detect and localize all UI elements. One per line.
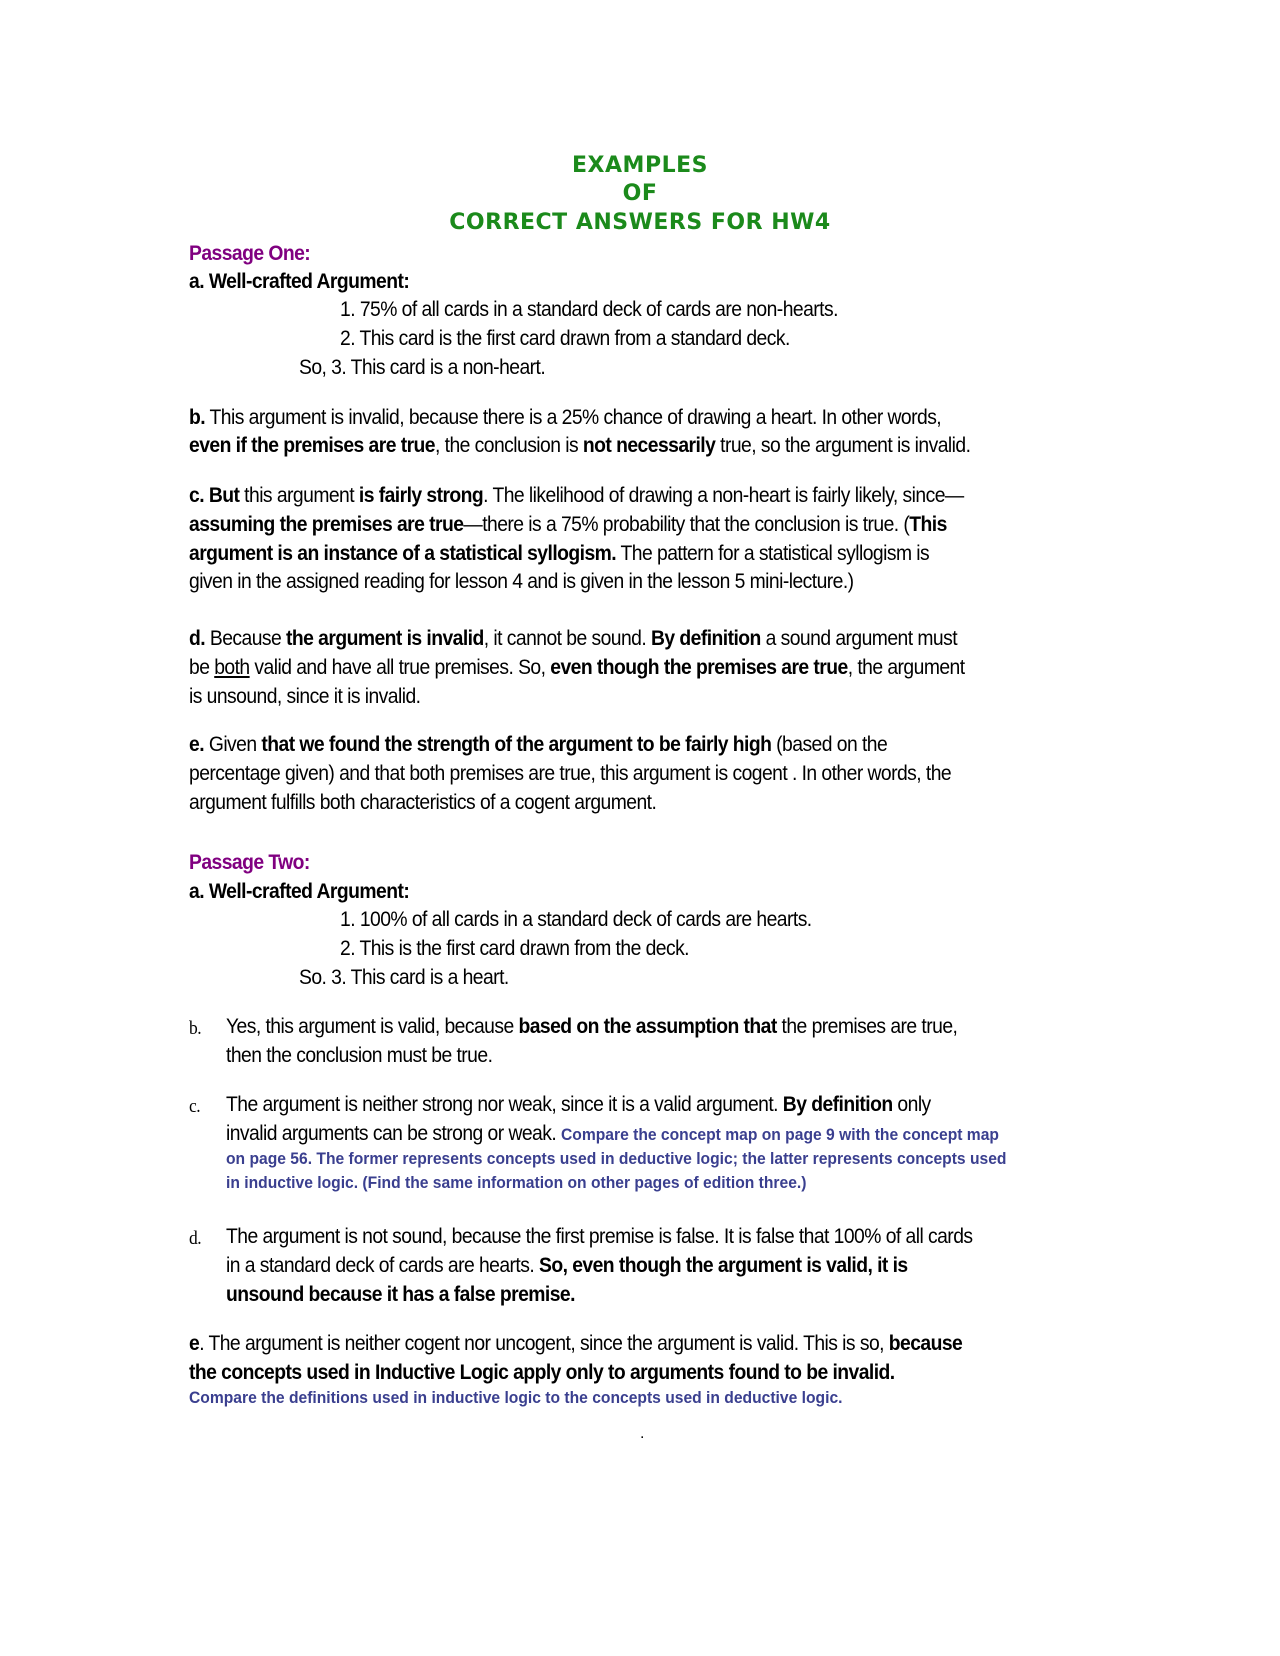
p2-c-line-1: The argument is neither strong nor weak, since it is a valid argument. By definition only [226,1093,931,1116]
p2-b-line-2: then the conclusion must be true. [226,1044,493,1067]
footer-dot: . [640,1425,645,1442]
p1-d-line-2: be both valid and have all true premises. So, even though the premises are true, the argument [189,656,965,679]
p1-a-label: a. Well-crafted Argument: [189,270,410,293]
p1-conclusion: So, 3. This card is a non-heart. [299,356,546,379]
p2-d-line-1: The argument is not sound, because the first premise is false. It is false that 100% of all cards [226,1225,973,1248]
p1-premise-2: 2. This card is the first card drawn from a standard deck. [340,327,790,350]
p1-e-line-2: percentage given) and that both premises are true, this argument is cogent . In other words, the [189,762,952,785]
p1-b-line-1: b. This argument is invalid, because there is a 25% chance of drawing a heart. In other words, [189,406,942,429]
p2-c-note-line-2: in inductive logic. (Find the same information on other pages of edition three.) [226,1173,807,1192]
p1-d-line-3: is unsound, since it is invalid. [189,685,421,708]
p1-b-line-2: even if the premises are true, the conclusion is not necessarily true, so the argument is invalid. [189,434,971,457]
p2-d-line-3: unsound because it has a false premise. [226,1283,575,1306]
p2-conclusion: So. 3. This card is a heart. [299,966,509,989]
p2-d-letter: d. [189,1228,202,1249]
p1-c-line-2: assuming the premises are true—there is a 75% probability that the conclusion is true. (This [189,513,947,536]
p2-e-line-2: the concepts used in Inductive Logic apply only to arguments found to be invalid. [189,1361,895,1384]
p1-d-line-1: d. Because the argument is invalid, it cannot be sound. By definition a sound argument must [189,627,958,650]
p1-c-line-3: argument is an instance of a statistical syllogism. The pattern for a statistical syllogism is [189,542,930,565]
p2-premise-2: 2. This is the first card drawn from the deck. [340,937,689,960]
p1-premise-1: 1. 75% of all cards in a standard deck of cards are non-hearts. [340,298,838,321]
p2-a-label: a. Well-crafted Argument: [189,880,410,903]
p2-premise-1: 1. 100% of all cards in a standard deck of cards are hearts. [340,908,812,931]
title-line-1: EXAMPLES [572,153,708,178]
p2-b-line-1: Yes, this argument is valid, because based on the assumption that the premises are true, [226,1015,958,1038]
p2-c-line-2: invalid arguments can be strong or weak. Compare the concept map on page 9 with the concept map [226,1122,999,1145]
p2-d-line-2: in a standard deck of cards are hearts. So, even though the argument is valid, it is [226,1254,908,1277]
p2-c-letter: c. [189,1096,201,1117]
passage-two-heading: Passage Two: [189,851,310,874]
p2-b-letter: b. [189,1018,202,1039]
p1-e-line-3: argument fulfills both characteristics of a cogent argument. [189,791,657,814]
p2-e-note: Compare the definitions used in inductive logic to the concepts used in deductive logic. [189,1388,843,1407]
p1-e-line-1: e. Given that we found the strength of the argument to be fairly high (based on the [189,733,888,756]
p1-c-line-4: given in the assigned reading for lesson 4 and is given in the lesson 5 mini-lecture.) [189,570,854,593]
passage-one-heading: Passage One: [189,242,311,265]
p2-c-note-line-1: on page 56. The former represents concepts used in deductive logic; the latter represents concepts used [226,1149,1007,1168]
title-line-3: CORRECT ANSWERS FOR HW4 [449,210,831,235]
p1-c-line-1: c. But this argument is fairly strong. The likelihood of drawing a non-heart is fairly likely, since— [189,484,964,507]
p2-e-line-1: e. The argument is neither cogent nor uncogent, since the argument is valid. This is so, because [189,1332,963,1355]
title-line-2: OF [622,181,658,206]
